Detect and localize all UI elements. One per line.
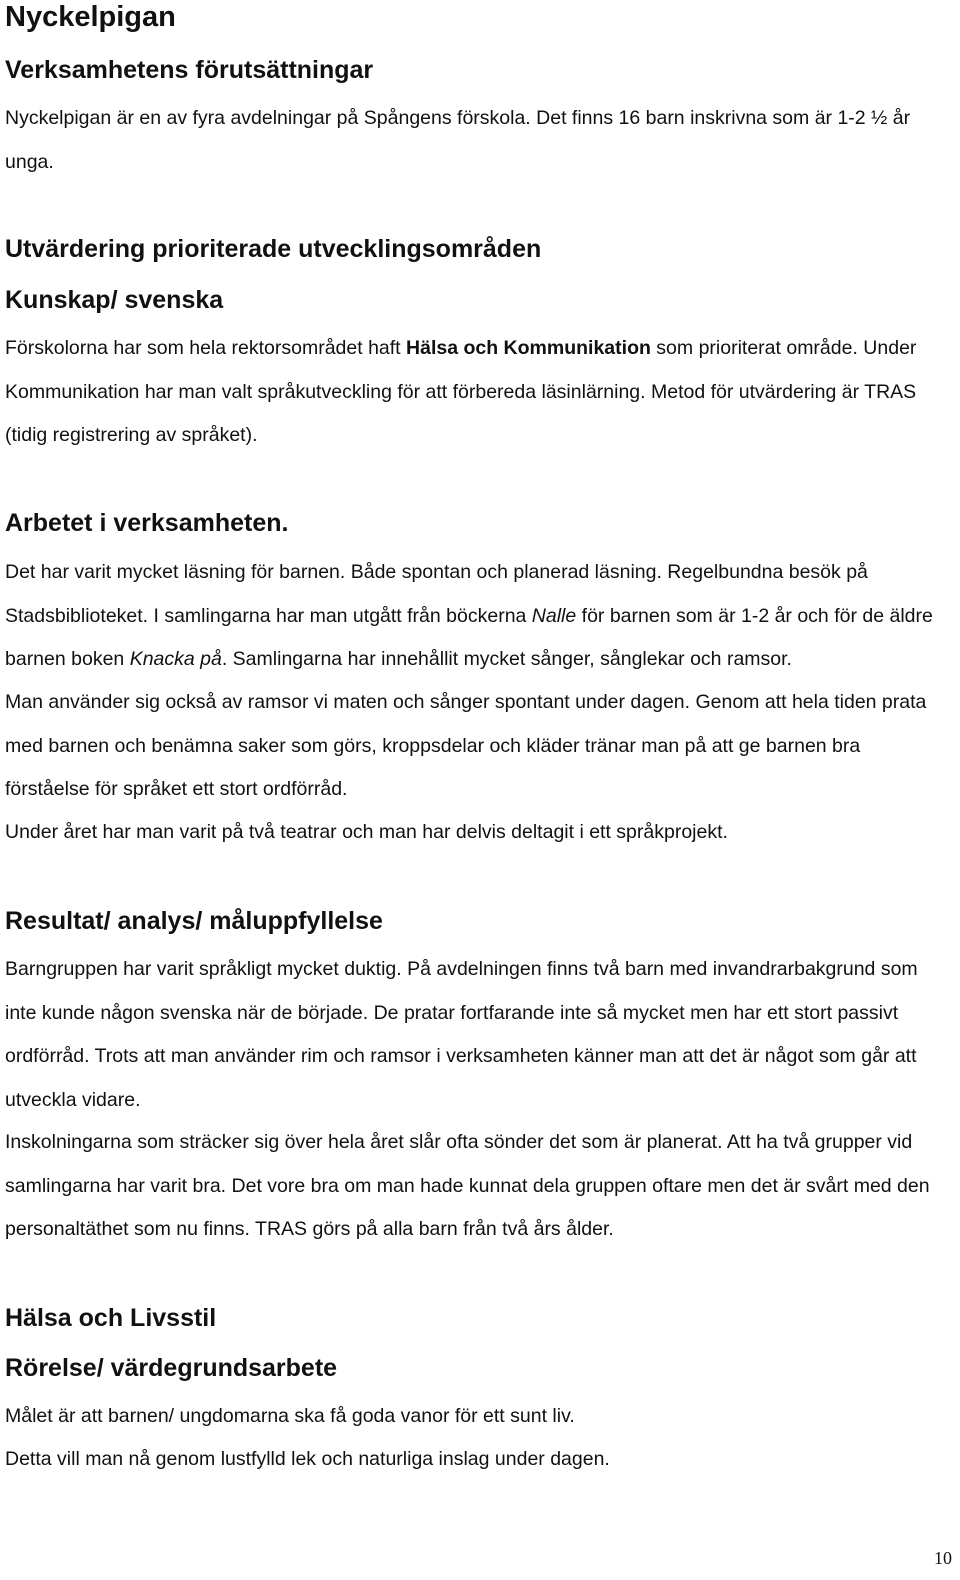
bold-text-halsa-kommunikation: Hälsa och Kommunikation [406,337,651,359]
heading-halsa-och-livsstil: Hälsa och Livsstil [5,1304,217,1332]
paragraph-inskolningarna: Inskolningarna som sträcker sig över hela året slår ofta sönder det som är planerat. Att ha två grupper vid samlingarna har varit bra. Det vore bra om man hade kunnat dela gruppen oftare men det är svårt med den personaltäthet som nu finns. TRAS görs på alla barn från två års ålder. [5,1131,930,1240]
subheading-kunskap-svenska: Kunskap/ svenska [5,286,224,314]
paragraph-ramsor: Man använder sig också av ramsor vi maten och sånger spontant under dagen. Genom att hela tiden prata med barnen och benämna saker som görs, kroppsdelar och kläder tränar man på att ge barnen bra förståelse för språket ett stort ordförråd. [5,691,927,800]
text-segment: Det har varit mycket läsning för barnen. Både spontan och planerad läsning. Regelbundna besök på Stadsbiblioteket. I samlingarna har man utgått från böckerna [5,561,868,627]
paragraph-teatrar: Under året har man varit på två teatrar och man har delvis deltagit i ett språkprojekt. [5,821,728,843]
heading-resultat-analys: Resultat/ analys/ måluppfyllelse [5,907,383,935]
text-segment: för barnen som är 1-2 år och för de äldre barnen boken [5,604,933,670]
book-title-nalle: Nalle [531,604,577,627]
paragraph-malet: Målet är att barnen/ ungdomarna ska få goda vanor för ett sunt liv. [5,1405,575,1427]
book-title-knacka-pa: Knacka på [129,648,222,670]
paragraph-lasning [5,551,950,682]
paragraph-lustfylld-lek: Detta vill man nå genom lustfylld lek och naturliga inslag under dagen. [5,1448,610,1470]
heading-arbetet-i-verksamheten: Arbetet i verksamheten. [5,509,289,537]
paragraph-rektorsomradet [5,327,950,458]
subheading-rorelse-vardegrund: Rörelse/ värdegrundsarbete [5,1354,338,1382]
text-segment: Förskolorna har som hela rektorsområdet haft [5,337,407,359]
text-segment: . Samlingarna har innehållit mycket sånger, sånglekar och ramsor. [221,648,792,670]
paragraph-barngruppen: Barngruppen har varit språkligt mycket duktig. På avdelningen finns två barn med invandrarbakgrund som inte kunde någon svenska när de började. De pratar fortfarande inte så mycket men har ett stort passivt ordförråd. Trots att man använder rim och ramsor i verksamheten känner man att det är något som går att utveckla vidare. [5,958,918,1111]
paragraph-intro: Nyckelpigan är en av fyra avdelningar på Spångens förskola. Det finns 16 barn inskrivna som är 1-2 ½ år unga. [5,107,911,173]
page-number: 10 [934,1548,952,1568]
document-title: Nyckelpigan [5,1,176,33]
text-segment: som prioriterat område. Under Kommunikation har man valt språkutveckling för att förbereda läsinlärning. Metod för utvärdering är TRAS (tidig registrering av språket). [5,337,917,446]
heading-verksamhetens-forutsattningar: Verksamhetens förutsättningar [5,56,374,84]
heading-utvardering: Utvärdering prioriterade utvecklingsområden [5,235,542,263]
